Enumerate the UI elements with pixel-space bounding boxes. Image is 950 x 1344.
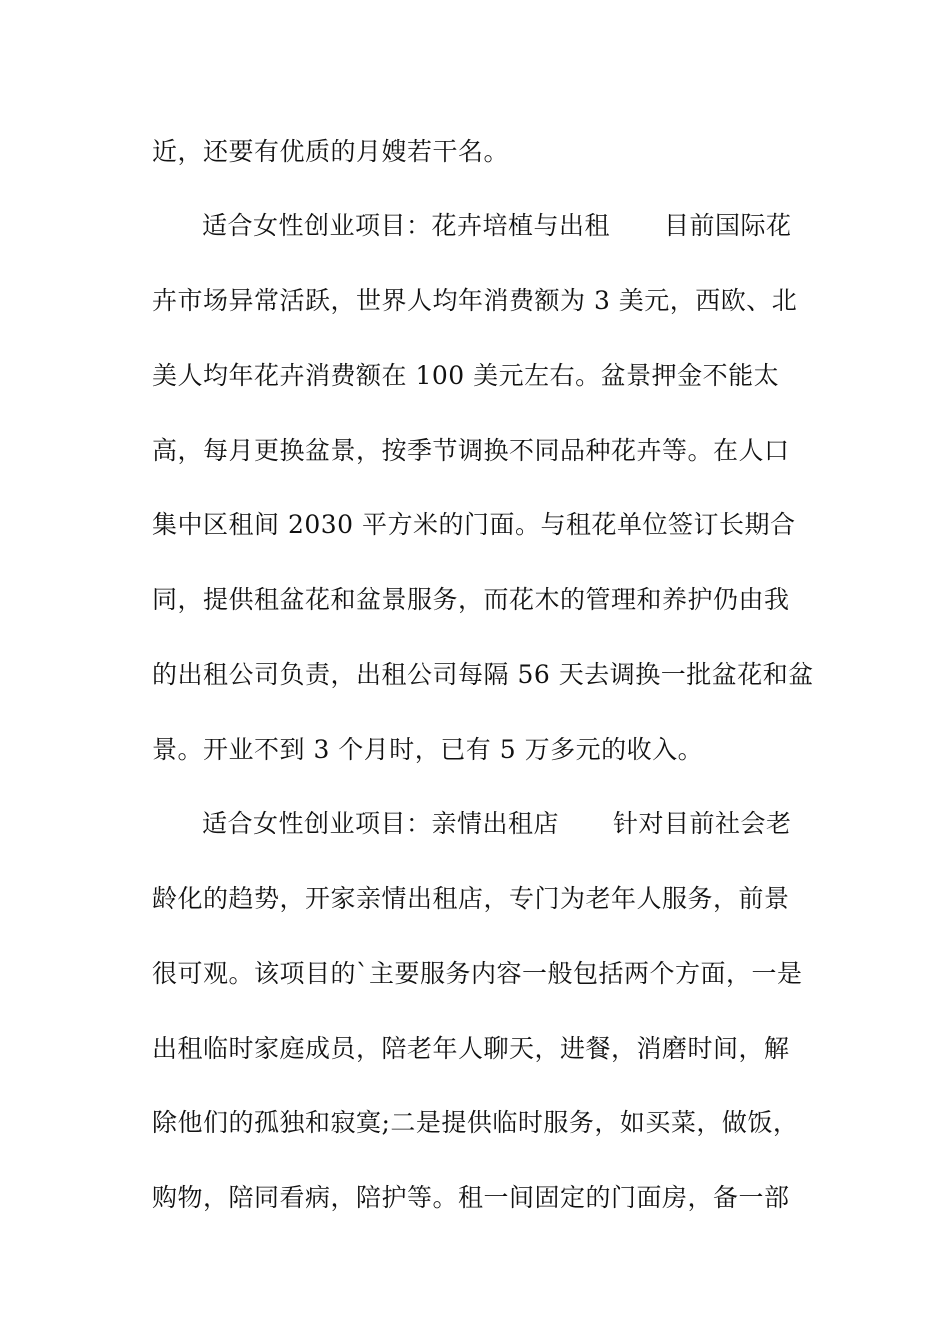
section-heading-line <box>202 807 862 841</box>
text-line-content: 很可观。该项目的`主要服务内容一般包括两个方面，一是 <box>152 959 803 988</box>
text-line <box>152 1181 812 1215</box>
text-line <box>152 359 812 393</box>
text-line <box>152 284 812 318</box>
text-line-content: 除他们的孤独和寂寞;二是提供临时服务，如买菜，做饭， <box>152 1108 799 1137</box>
text-line-content: 的出租公司负责，出租公司每隔 56 天去调换一批盆花和盆 <box>152 660 814 689</box>
text-line-content: 近，还要有优质的月嫂若干名。 <box>152 137 510 166</box>
section-heading: 适合女性创业项目：花卉培植与出租 <box>202 211 611 240</box>
text-line <box>152 882 812 916</box>
text-line-content: 目前国际花 <box>664 211 792 240</box>
text-line <box>152 1032 812 1066</box>
text-line-content: 美人均年花卉消费额在 100 美元左右。盆景押金不能太 <box>152 361 780 390</box>
text-line-content: 卉市场异常活跃，世界人均年消费额为 3 美元，西欧、北 <box>152 286 798 315</box>
text-line-content: 景。开业不到 3 个月时，已有 5 万多元的收入。 <box>152 735 704 764</box>
text-line-content: 集中区租间 2030 平方米的门面。与租花单位签订长期合 <box>152 510 796 539</box>
text-line-content: 出租临时家庭成员，陪老年人聊天，进餐，消磨时间，解 <box>152 1034 790 1063</box>
text-line <box>152 1106 812 1140</box>
text-line-content: 购物，陪同看病，陪护等。租一间固定的门面房，备一部 <box>152 1183 790 1212</box>
text-line <box>152 957 812 991</box>
text-line-content: 针对目前社会老 <box>613 809 792 838</box>
text-line <box>152 508 812 542</box>
section-heading: 适合女性创业项目：亲情出租店 <box>202 809 560 838</box>
text-line <box>152 135 812 169</box>
text-line-content: 同，提供租盆花和盆景服务，而花木的管理和养护仍由我 <box>152 585 790 614</box>
text-line-content: 高，每月更换盆景，按季节调换不同品种花卉等。在人口 <box>152 436 790 465</box>
text-line <box>152 733 812 767</box>
text-line <box>152 658 812 692</box>
text-line <box>152 434 812 468</box>
text-line-content: 龄化的趋势，开家亲情出租店，专门为老年人服务，前景 <box>152 884 790 913</box>
text-line <box>152 583 812 617</box>
section-heading-line <box>202 209 862 243</box>
